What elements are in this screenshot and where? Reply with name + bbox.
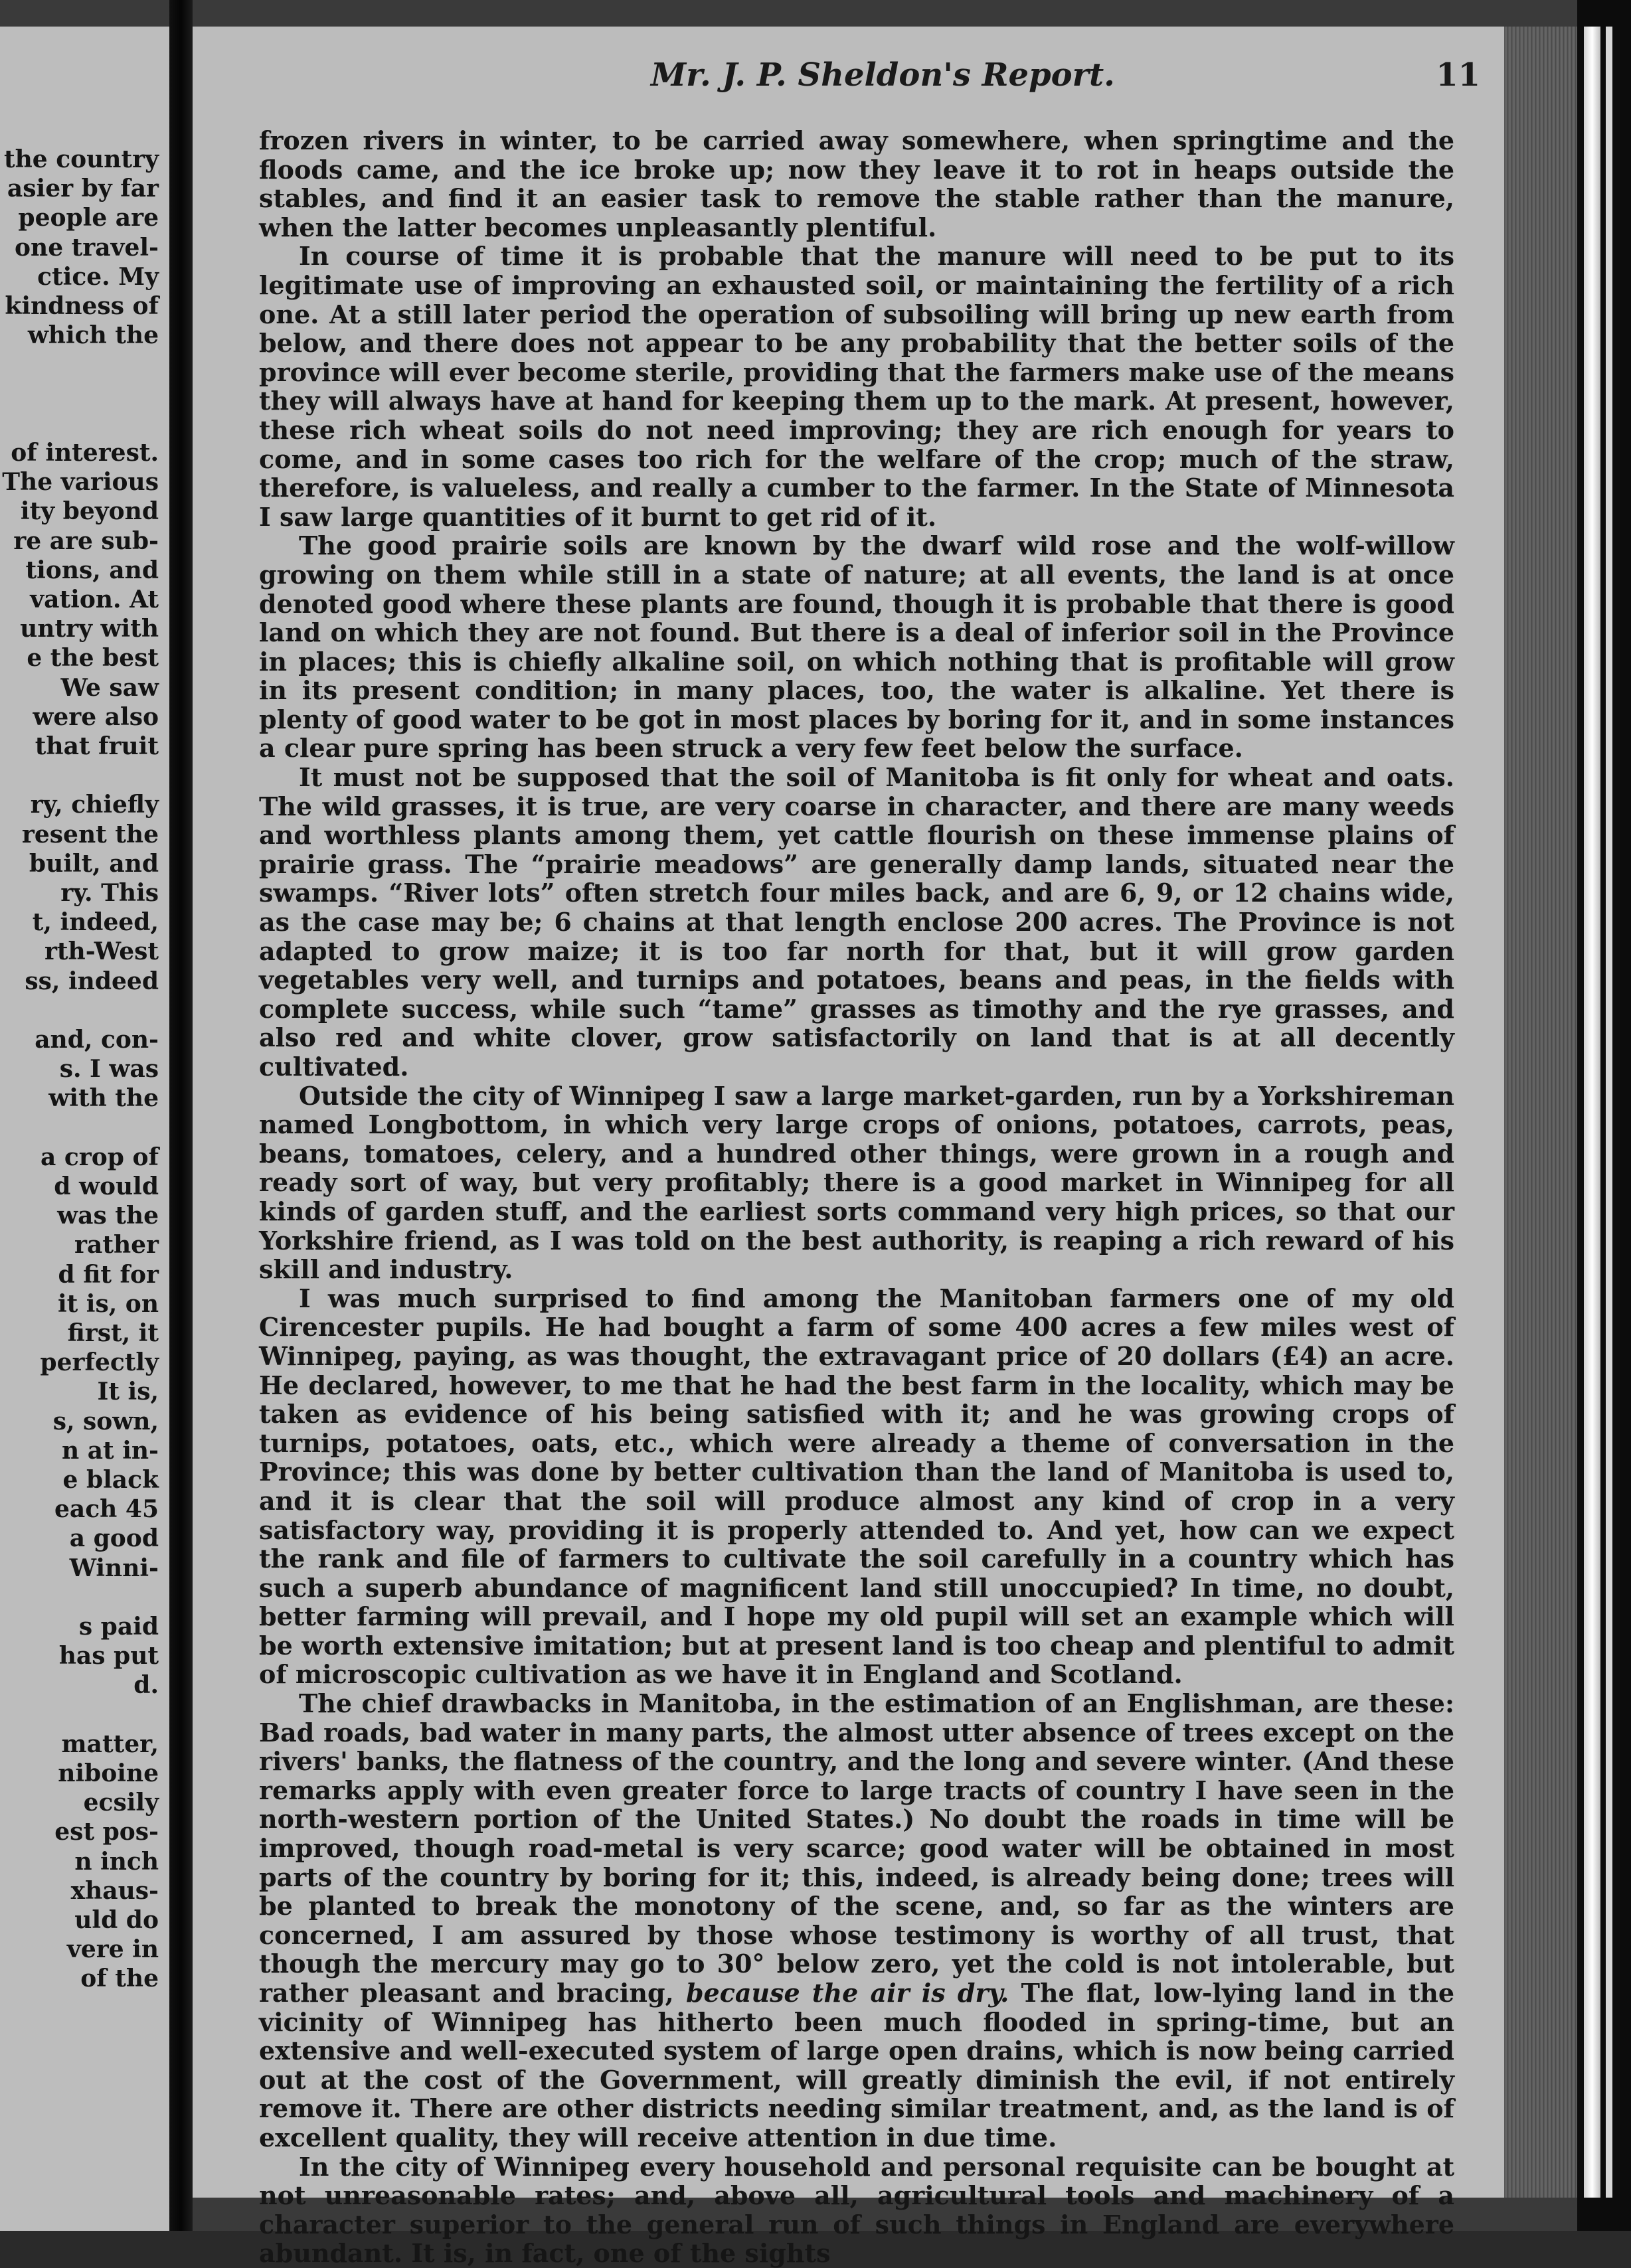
paragraph-2: In course of time it is probable that the manure will need to be put to its legitimate use of improving an exhausted soil, or maintaining the fertility of a rich one. At a still later period the operation of subsoiling will bring up new earth from below, and there does not appear to be any probability that the better soils of the province will ever become sterile, providing that the farmers make use of the means they will always have at hand for keeping them up to the mark. At present, however, these rich wheat soils do not need improving; they are rich enough for years to come, and in some cases too rich for the welfare of the crop; much of the straw, therefore, is valueless, and really a cumber to the farmer. In the State of Minnesota I saw large quantities of it burnt to get rid of it. <box>259 241 1454 532</box>
left-page-line: and, con- <box>35 1026 159 1054</box>
left-page-line: e the best <box>27 644 159 673</box>
left-page-line: xhaus- <box>70 1876 159 1905</box>
left-page-line: perfectly <box>40 1348 159 1377</box>
left-page-line: uld do <box>74 1906 159 1934</box>
left-page-line: people are <box>18 204 159 232</box>
page-edges <box>1504 27 1577 2198</box>
left-page-line: d would <box>54 1173 159 1200</box>
left-page-line: re are sub- <box>13 526 159 555</box>
left-page-line: ry, chiefly <box>30 791 159 819</box>
left-page-line: has put <box>58 1642 159 1670</box>
left-page-line: built, and <box>29 849 159 878</box>
paragraph-8: In the city of Winnipeg every household and personal requisite can be bought at not unreasonable rates; and, above all, agricultural tools and machinery of a character superior to the general run of such things in England are everywhere abundant. It is, in fact, one of the sights <box>259 2151 1454 2268</box>
paragraph-7-continued: The flat, low-lying land in the vicinity of Winnipeg has hitherto been much flooded in spring-time, but an extensive and well-executed system of large open drains, which is now being carried out at the cost of the Government, will greatly diminish the evil, if not entirely remove it. There are other districts needing similar treatment, and, as the land is of excellent quality, they will receive attention in due time. <box>259 1978 1455 2152</box>
running-title: Mr. J. P. Sheldon's Report. <box>651 56 1115 94</box>
body-text <box>259 126 1454 2268</box>
left-page-line: were also <box>33 702 159 731</box>
left-page-line: s, sown, <box>52 1407 159 1435</box>
page-edge-highlight <box>1584 27 1600 2198</box>
left-page-line: a crop of <box>41 1143 159 1171</box>
running-head <box>193 56 1504 103</box>
page-number: 11 <box>1436 56 1480 94</box>
left-page-line: which the <box>27 321 159 350</box>
left-page-line: one travel- <box>15 233 159 262</box>
left-page-line: resent the <box>21 820 159 849</box>
paragraph-7-text: The chief drawbacks in Manitoba, in the estimation of an Englishman, are these: Bad roads, bad water in many parts, the almost utter absence of trees except on the rivers' banks, the flatness of the country, and the long and severe winter. (And these remarks apply with even greater force to large tracts of country I have seen in the north-western portion of the United States.) No doubt the roads in time will be improved, though road-metal is very scarce; good water will be obtained in most parts of the country by boring for it; this, indeed, is already being done; trees will be planted to break the monotony of the scene, and, so far as the winters are concerned, I am assured by those whose testimony is worthy of all trust, that though the mercury may go to 30° below zero, yet the cold is not intolerable, but rather pleasant and bracing, <box>259 1688 1454 2008</box>
left-page-line: ctice. My <box>37 262 159 291</box>
left-page-line: t, indeed, <box>32 908 159 937</box>
left-page-line: tions, and <box>25 556 159 584</box>
paragraph-3: The good prairie soils are known by the dwarf wild rose and the wolf-willow growing on them while still in a state of nature; at all events, the land is at once denoted good where these plants are found, though it is probable that there is good land on which they are not found. But there is a deal of inferior soil in the Province in places; this is chiefly alkaline soil, on which nothing that is profitable will grow in its present condition; in many places, too, the water is alkaline. Yet there is plenty of good water to be got in most places by boring for it, and in some instances a clear pure spring has been struck a very few feet below the surface. <box>259 530 1454 764</box>
left-page-line: rather <box>74 1231 159 1259</box>
left-page-line: with the <box>48 1084 159 1113</box>
left-page-line: Winni- <box>69 1554 159 1582</box>
main-page <box>193 27 1504 2268</box>
paragraph-5: Outside the city of Winnipeg I saw a large market-garden, run by a Yorkshireman named Longbottom, in which very large crops of onions, potatoes, carrots, peas, beans, tomatoes, celery, and a hundred other things, were grown in a rough and ready sort of way, but very profitably; there is a good market in Winnipeg for all kinds of garden stuff, and the earliest sorts command very high prices, so that our Yorkshire friend, as I was told on the best authority, is reaping a rich reward of his skill and industry. <box>259 1080 1454 1285</box>
page-edge-highlight-outer <box>1606 27 1612 2198</box>
left-page-line: d fit for <box>58 1260 159 1289</box>
left-page-line: We saw <box>60 673 159 702</box>
binding-gutter <box>169 0 193 2231</box>
left-page-line: untry with <box>20 615 159 643</box>
left-page-line: the country <box>3 145 159 173</box>
italic-phrase: because the air is dry. <box>685 1978 1009 2008</box>
paragraph-6: I was much surprised to find among the Manitoban farmers one of my old Cirencester pupils. He had bought a farm of some 400 acres a few miles west of Winnipeg, paying, as was thought, the extravagant price of 20 dollars (£4) an acre. He declared, however, to me that he had the best farm in the locality, which may be taken as evidence of his being satisfied with it; and he was growing crops of turnips, potatoes, oats, etc., which were already a theme of conversation in the Province; this was done by better cultivation than the land of Manitoba is used to, and it is clear that the soil will produce almost any kind of crop in a very satisfactory way, providing it is properly attended to. And yet, how can we expect the rank and file of farmers to cultivate the soil carefully in a country which has such a superb abundance of magnificent land still unoccupied? In time, no doubt, better farming will prevail, and I hope my old pupil will set an example which will be worth extensive imitation; but at present land is too cheap and plentiful to admit of microscopic cultivation as we have it in England and Scotland. <box>259 1283 1454 1690</box>
left-page-line: s paid <box>78 1613 159 1641</box>
left-page-line: kindness of <box>5 292 159 320</box>
left-page-line: each 45 <box>54 1495 159 1524</box>
left-page-line: that fruit <box>35 732 159 760</box>
left-page-line: The various <box>2 468 159 497</box>
left-page-line: first, it <box>67 1319 159 1347</box>
left-page-line: e black <box>62 1466 159 1494</box>
left-page-line: d. <box>133 1671 159 1700</box>
left-page-line: vere in <box>66 1935 159 1964</box>
left-page-line: ity beyond <box>20 497 159 526</box>
left-page-line: n inch <box>74 1847 159 1876</box>
left-page-line: vation. At <box>30 586 159 613</box>
paragraph-7 <box>259 1689 1454 2152</box>
left-page-line: s. I was <box>59 1055 159 1084</box>
left-page-line: ecsily <box>83 1789 159 1817</box>
left-page-line: n at in- <box>62 1436 159 1465</box>
left-page-line: of the <box>80 1965 159 1993</box>
paragraph-4: It must not be supposed that the soil of Manitoba is fit only for wheat and oats. The wild grasses, it is true, are very coarse in character, and there are many weeds and worthless plants among them, yet cattle flourish on these immense plains of prairie grass. The “prairie meadows” are generally damp lands, situated near the swamps. “River lots” often stretch four miles back, and are 6, 9, or 12 chains wide, as the case may be; 6 chains at that length enclose 200 acres. The Province is not adapted to grow maize; it is too far north for that, but it will grow garden vegetables very well, and turnips and potatoes, beans and peas, in the fields with complete success, while such “tame” grasses as timothy and the rye grasses, and also red and white clover, grow satisfactorily on land that is at all decently cultivated. <box>259 762 1454 1082</box>
paragraph-1: frozen rivers in winter, to be carried away somewhere, when springtime and the floods came, and the ice broke up; now they leave it to rot in heaps outside the stables, and find it an easier task to remove the stable rather than the manure, when the latter becomes unpleasantly plentiful. <box>259 125 1454 242</box>
left-page-line: It is, <box>97 1378 159 1406</box>
left-page-line: a good <box>69 1524 159 1553</box>
left-page-line: of interest. <box>11 439 159 467</box>
left-page-fragment <box>0 27 169 2231</box>
left-page-line: asier by far <box>7 175 159 203</box>
left-page-line: est pos- <box>54 1818 159 1846</box>
left-page-line: ry. This <box>60 879 159 907</box>
left-page-line: matter, <box>61 1730 159 1758</box>
left-page-line: rth-West <box>44 937 159 966</box>
left-page-line: was the <box>57 1202 159 1230</box>
left-page-line: niboine <box>58 1759 159 1787</box>
left-page-line: ss, indeed <box>25 967 159 995</box>
left-page-line: it is, on <box>57 1289 159 1318</box>
